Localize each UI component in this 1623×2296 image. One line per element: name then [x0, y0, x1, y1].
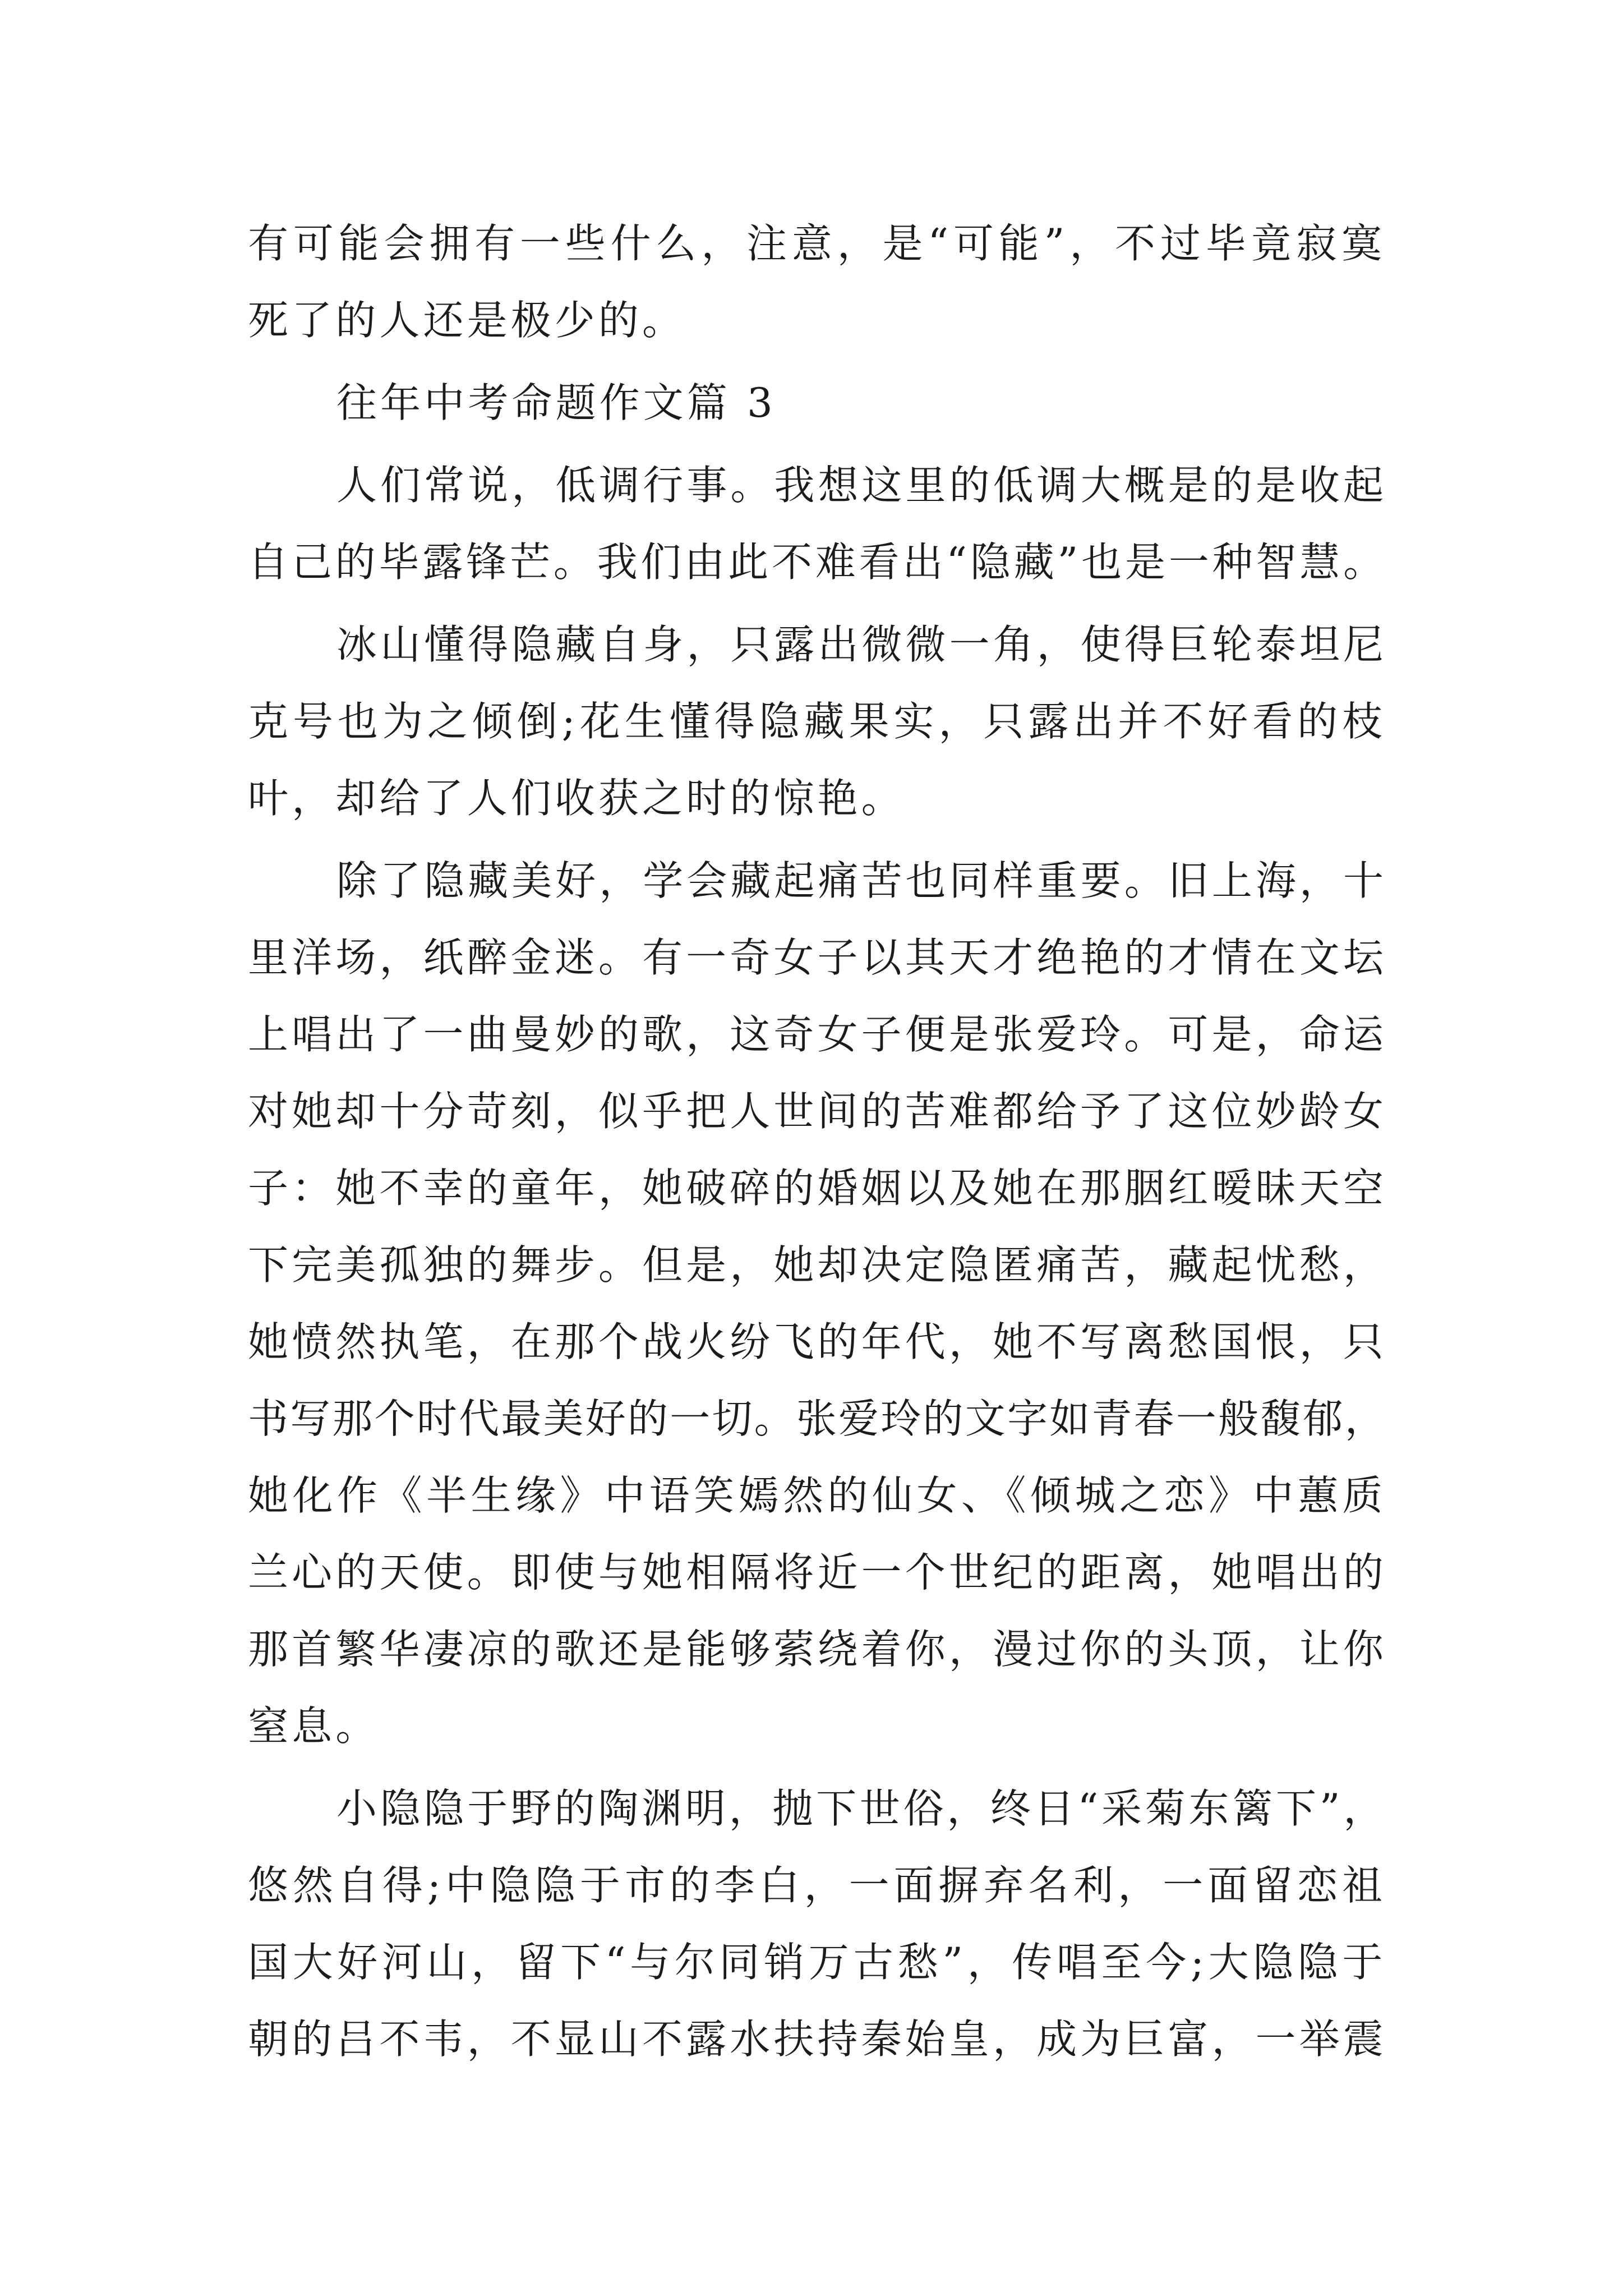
paragraph	[248, 447, 1387, 601]
text-line: 除了隐藏美好，学会藏起痛苦也同样重要。旧上海，十	[336, 857, 1387, 904]
section-heading: 往年中考命题作文篇 3	[336, 379, 776, 426]
text-line: 她化作《半生缘》中语笑嫣然的仙女、《倾城之恋》中蕙质	[248, 1472, 1387, 1519]
text-line: 下完美孤独的舞步。但是，她却决定隐匿痛苦，藏起忧愁，	[248, 1241, 1387, 1289]
text-line: 子：她不幸的童年，她破碎的婚姻以及她在那胭红暧昧天空	[248, 1165, 1387, 1212]
text-line	[248, 2078, 1387, 2155]
text-line: 兰心的天使。即使与她相隔将近一个世纪的距离，她唱出的	[248, 1549, 1387, 1596]
text-line: 上唱出了一曲曼妙的歌，这奇女子便是张爱玲。可是，命运	[248, 1011, 1387, 1058]
document-page	[248, 205, 1387, 2155]
text-line: 窒息。	[248, 1703, 380, 1750]
text-line: 她愤然执笔，在那个战火纷飞的年代，她不写离愁国恨，只	[248, 1318, 1387, 1365]
text-line: 自己的毕露锋芒。我们由此不难看出“隐藏”也是一种智慧。	[248, 539, 1387, 586]
text-line: 叶，却给了人们收获之时的惊艳。	[248, 775, 905, 822]
text-line: 朝的吕不韦，不显山不露水扶持秦始皇，成为巨富，一举震	[248, 2016, 1387, 2063]
text-line: 有可能会拥有一些什么，注意，是“可能”，不过毕竟寂寞	[248, 220, 1387, 267]
text-line: 国大好河山，留下“与尔同销万古愁”，传唱至今;大隐隐于	[248, 1939, 1387, 1986]
text-line: 克号也为之倾倒;花生懂得隐藏果实，只露出并不好看的枝	[248, 698, 1387, 745]
text-line: 冰山懂得隐藏自身，只露出微微一角，使得巨轮泰坦尼	[336, 621, 1387, 668]
text-line: 小隐隐于野的陶渊明，抛下世俗，终日“采菊东篱下”，	[336, 1785, 1387, 1832]
paragraph	[248, 843, 1387, 1765]
section-heading-block	[248, 365, 1387, 441]
text-line: 死了的人还是极少的。	[248, 297, 686, 344]
text-line: 悠然自得;中隐隐于市的李白，一面摒弃名利，一面留恋祖	[248, 1862, 1387, 1909]
text-line: 对她却十分苛刻，似乎把人世间的苦难都给予了这位妙龄女	[248, 1088, 1387, 1135]
paragraph	[248, 1770, 1387, 2155]
paragraph	[248, 606, 1387, 837]
text-line: 人们常说，低调行事。我想这里的低调大概是的是收起	[336, 462, 1387, 509]
continued-paragraph	[248, 205, 1387, 359]
text-line: 里洋场，纸醉金迷。有一奇女子以其天才绝艳的才情在文坛	[248, 934, 1387, 981]
text-line: 书写那个时代最美好的一切。张爱玲的文字如青春一般馥郁，	[248, 1395, 1387, 1442]
text-line: 那首繁华凄凉的歌还是能够萦绕着你，漫过你的头顶，让你	[248, 1626, 1387, 1673]
